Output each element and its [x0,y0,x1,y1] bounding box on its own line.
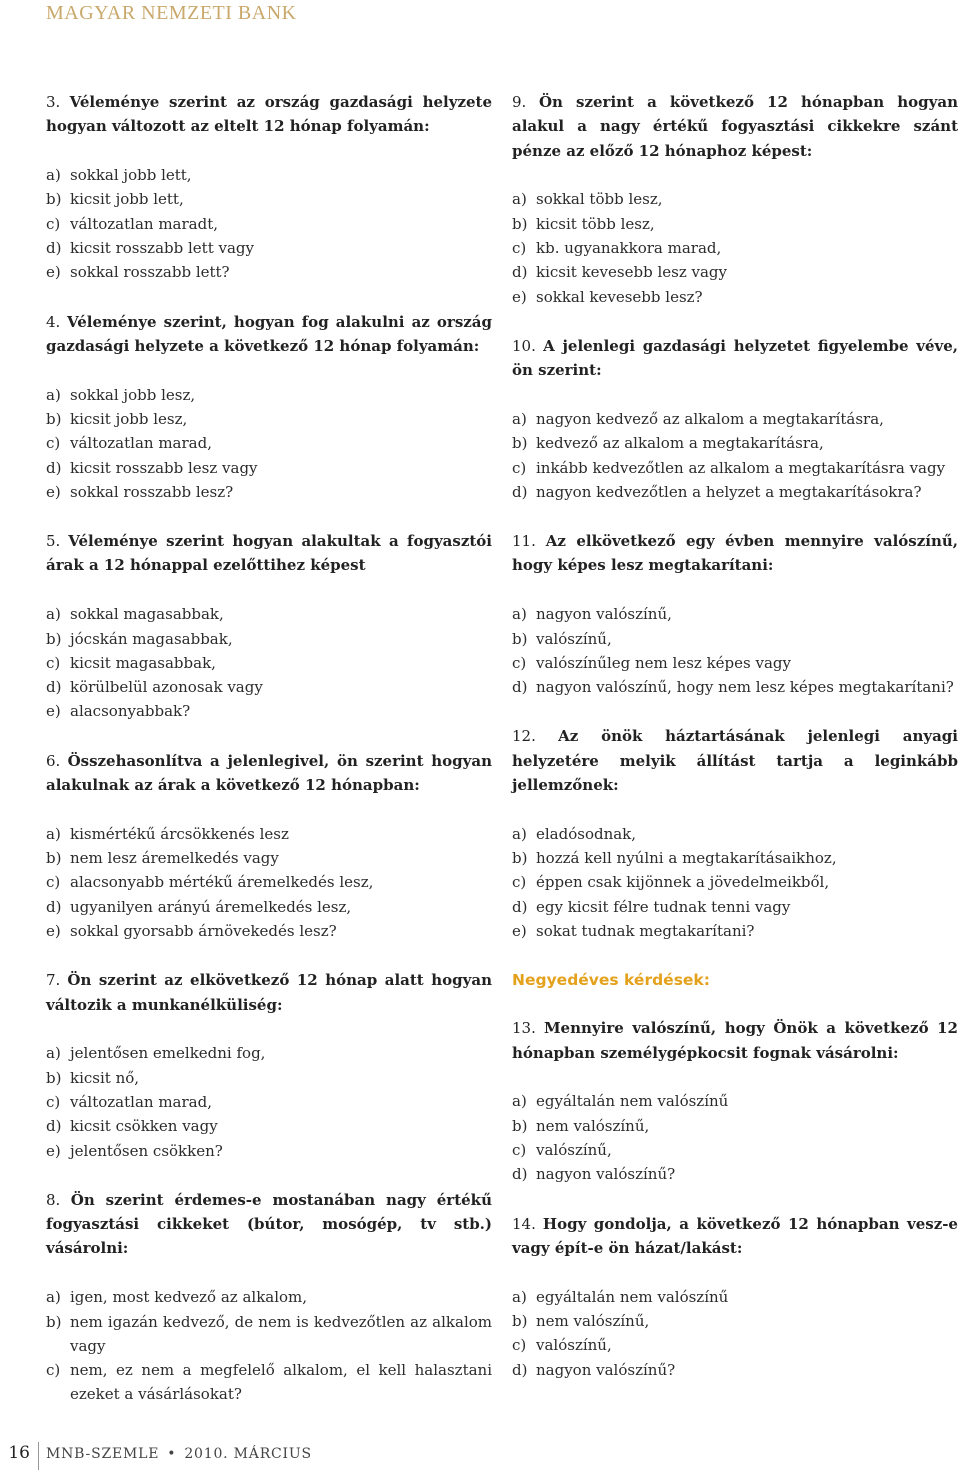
option-text: inkább kedvezőtlen az alkalom a megtakarításra vagy [536,458,946,477]
answer-list [46,1285,492,1406]
question-number: 5. [46,532,61,551]
question-body: Ön szerint érdemes-e mostanában nagy értékű fogyasztási cikkeket (bútor, mosógép, tv stb.) vásárolni: [46,1190,492,1258]
option-letter: e) [512,287,527,306]
option-letter: d) [46,458,62,477]
question-body: Véleménye szerint, hogyan fog alakulni az ország gazdasági helyzete a következő 12 hónap folyamán: [46,312,492,355]
answer-option [46,383,492,407]
option-text: kicsit több lesz, [536,214,655,233]
answer-option [46,407,492,431]
option-text: változatlan marad, [70,434,212,453]
right-column [512,90,958,1382]
answer-option [512,1358,958,1382]
answer-option [46,919,492,943]
option-text: sokat tudnak megtakarítani? [536,922,755,941]
option-text: eladósodnak, [536,824,637,843]
question-body: Ön szerint az elkövetkező 12 hónap alatt hogyan változik a munkanélküliség: [46,971,492,1014]
question-text [512,334,958,383]
answer-option [512,602,958,626]
answer-option [512,627,958,651]
option-letter: c) [46,214,61,233]
option-text: nagyon kedvező az alkalom a megtakarításra, [536,409,884,428]
option-text: egy kicsit félre tudnak tenni vagy [536,897,791,916]
answer-list [512,407,958,504]
question-body: Összehasonlítva a jelenlegivel, ön szerint hogyan alakulnak az árak a következő 12 hónapban: [46,751,492,795]
option-letter: e) [46,922,61,941]
answer-option [46,699,492,723]
option-text: valószínű, [536,629,612,648]
question-number: 11. [512,532,536,551]
answer-option [46,236,492,260]
question-number: 10. [512,336,536,355]
option-text: sokkal magasabbak, [70,605,224,624]
question-number: 12. [512,727,536,746]
question-number: 4. [46,312,61,331]
answer-option [512,1114,958,1138]
option-text: jelentősen csökken? [70,1141,223,1160]
option-letter: c) [46,1361,61,1380]
option-letter: b) [512,1116,528,1135]
answer-option [512,431,958,455]
question-number: 14. [512,1214,536,1233]
option-letter: b) [512,849,528,868]
journal-issue [46,1446,312,1462]
question-body: Ön szerint a következő 12 hónapban hogyan alakul a nagy értékű fogyasztási cikkekre szánt pénze az előző 12 hónaphoz képest: [512,93,958,160]
answer-option [512,919,958,943]
option-letter: d) [512,678,528,697]
question-text [512,1212,958,1261]
question-text [512,1016,958,1065]
option-letter: e) [46,263,61,282]
option-letter: e) [46,482,61,501]
option-text: nagyon valószínű? [536,1165,676,1184]
question-number: 8. [46,1190,61,1209]
option-letter: b) [512,434,528,453]
question-text [46,968,492,1017]
option-text: alacsonyabb mértékű áremelkedés lesz, [70,873,374,892]
answer-option [46,1285,492,1309]
issue-date: 2010. MÁRCIUS [184,1446,312,1462]
option-text: sokkal rosszabb lett? [70,263,230,282]
option-letter: c) [512,238,527,257]
section-heading: Negyedéves kérdések: [512,971,710,990]
option-text: sokkal gyorsabb árnövekedés lesz? [70,922,337,941]
answer-list [512,602,958,699]
option-letter: a) [512,190,527,209]
answer-list [512,1285,958,1382]
question-8 [46,1188,492,1407]
question-body: Véleménye szerint hogyan alakultak a fogyasztói árak a 12 hónappal ezelőttihez képest [46,532,492,575]
answer-option [46,260,492,284]
answer-option [46,846,492,870]
option-text: kicsit kevesebb lesz vagy [536,263,727,282]
option-text: egyáltalán nem valószínű [536,1287,729,1306]
option-text: kismértékű árcsökkenés lesz [70,824,289,843]
option-letter: c) [46,873,61,892]
option-letter: c) [46,1093,61,1111]
question-3 [46,90,492,285]
option-letter: d) [512,897,528,916]
question-14 [512,1212,958,1382]
option-letter: b) [46,849,62,868]
question-number: 3. [46,93,61,111]
option-text: nem valószínű, [536,1311,650,1330]
option-text: egyáltalán nem valószínű [536,1092,729,1111]
answer-option [46,870,492,894]
option-text: sokkal kevesebb lesz? [536,287,703,306]
question-7 [46,968,492,1163]
question-body: Hogy gondolja, a következő 12 hónapban vesz-e vagy épít-e ön házat/lakást: [512,1214,958,1257]
answer-option [512,1138,958,1162]
option-letter: a) [512,605,527,624]
option-text: nem igazán kedvező, de nem is kedvezőtlen az alkalom vagy [70,1312,492,1355]
question-text [46,310,492,359]
answer-list [512,1089,958,1186]
answer-option [512,285,958,309]
answer-option [46,480,492,504]
option-text: valószínű, [536,1336,612,1355]
answer-option [512,187,958,211]
option-letter: d) [512,263,528,282]
question-number: 13. [512,1019,536,1038]
option-letter: b) [46,1068,62,1087]
option-letter: b) [46,1312,62,1331]
option-text: kedvező az alkalom a megtakarításra, [536,434,824,453]
option-letter: c) [512,653,527,672]
page-footer [0,1443,960,1470]
question-text [46,1188,492,1261]
option-letter: c) [512,458,527,477]
option-letter: d) [512,1165,528,1184]
answer-option [46,1041,492,1065]
answer-option [46,163,492,187]
option-letter: d) [512,1360,528,1379]
answer-option [512,260,958,284]
option-text: változatlan marad, [70,1093,212,1111]
question-body: Az önök háztartásának jelenlegi anyagi helyzetére melyik állítást tartja a leginkább jellemzőnek: [512,727,958,795]
question-5 [46,529,492,724]
option-text: igen, most kedvező az alkalom, [70,1288,308,1307]
option-text: jócskán magasabbak, [70,629,233,648]
answer-option [46,456,492,480]
question-6 [46,749,492,944]
option-letter: b) [512,214,528,233]
option-letter: b) [512,1311,528,1330]
option-text: nagyon valószínű, [536,605,672,624]
answer-option [46,651,492,675]
option-text: kicsit rosszabb lesz vagy [70,458,258,477]
option-letter: c) [512,1141,527,1159]
option-letter: d) [46,897,62,916]
option-text: körülbelül azonosak vagy [70,678,263,697]
answer-list [512,822,958,943]
question-9 [512,90,958,309]
answer-option [512,407,958,431]
option-letter: e) [512,922,527,941]
question-10 [512,334,958,504]
option-text: sokkal jobb lett, [70,166,192,185]
footer-divider [38,1442,39,1470]
answer-option [46,675,492,699]
answer-option [512,1285,958,1309]
option-text: sokkal jobb lesz, [70,385,196,404]
option-text: nagyon kedvezőtlen a helyzet a megtakarításokra? [536,482,922,501]
answer-option [512,236,958,260]
option-letter: d) [46,1117,62,1136]
answer-list [46,1041,492,1162]
question-number: 7. [46,971,61,990]
answer-list [46,383,492,504]
answer-option [46,212,492,236]
option-letter: c) [512,873,527,892]
running-header: MAGYAR NEMZETI BANK [46,2,297,24]
question-body: Az elkövetkező egy évben mennyire valószínű, hogy képes lesz megtakarítani: [512,532,958,575]
question-text [46,749,492,798]
option-text: kicsit rosszabb lett vagy [70,238,254,257]
option-letter: c) [512,1336,527,1355]
option-letter: c) [46,653,61,672]
option-letter: b) [512,629,528,648]
option-letter: a) [512,409,527,428]
answer-option [46,895,492,919]
question-body: A jelenlegi gazdasági helyzetet figyelembe véve, ön szerint: [512,336,958,380]
question-text [512,529,958,578]
answer-option [46,1310,492,1359]
option-letter: a) [46,1288,61,1307]
option-text: éppen csak kijönnek a jövedelmeikből, [536,873,830,892]
question-4 [46,310,492,505]
option-text: sokkal rosszabb lesz? [70,482,234,501]
option-letter: a) [46,166,61,185]
option-letter: b) [46,190,62,209]
answer-option [46,602,492,626]
option-letter: a) [46,605,61,624]
option-letter: e) [46,1141,61,1160]
option-letter: a) [46,1044,61,1063]
option-text: sokkal több lesz, [536,190,663,209]
option-text: kb. ugyanakkora marad, [536,238,722,257]
answer-option [512,1162,958,1186]
answer-option [512,822,958,846]
answer-list [46,163,492,284]
option-letter: a) [512,1092,527,1111]
option-letter: a) [46,824,61,843]
answer-option [46,1090,492,1114]
answer-option [512,895,958,919]
question-13 [512,1016,958,1186]
option-text: ugyanilyen arányú áremelkedés lesz, [70,897,352,916]
page-number: 16 [8,1443,30,1463]
question-text [46,529,492,578]
bullet-separator: • [167,1446,177,1462]
option-letter: d) [46,678,62,697]
option-text: kicsit jobb lesz, [70,409,188,428]
answer-option [512,846,958,870]
answer-option [512,1333,958,1357]
option-text: nem lesz áremelkedés vagy [70,849,279,868]
answer-option [46,431,492,455]
left-column [46,90,492,1407]
answer-option [512,651,958,675]
answer-option [46,627,492,651]
question-text [512,724,958,797]
answer-option [46,1139,492,1163]
option-text: kicsit csökken vagy [70,1117,218,1136]
option-letter: b) [46,409,62,428]
option-text: kicsit magasabbak, [70,653,216,672]
answer-option [512,456,958,480]
answer-option [46,1358,492,1407]
journal-name: MNB-SZEMLE [46,1446,160,1462]
option-text: valószínű, [536,1141,612,1159]
question-11 [512,529,958,699]
option-text: nem valószínű, [536,1116,650,1135]
answer-list [46,822,492,943]
option-letter: b) [46,629,62,648]
question-12 [512,724,958,943]
option-letter: c) [46,434,61,453]
answer-option [512,480,958,504]
question-number: 9. [512,93,527,111]
question-text [46,90,492,139]
answer-option [46,187,492,211]
option-letter: d) [46,238,62,257]
answer-option [512,212,958,236]
option-text: jelentősen emelkedni fog, [70,1044,266,1063]
option-letter: a) [512,1287,527,1306]
option-text: nagyon valószínű? [536,1360,676,1379]
option-text: alacsonyabbak? [70,702,191,721]
answer-option [46,1114,492,1138]
question-body: Mennyire valószínű, hogy Önök a következő 12 hónapban személygépkocsit fognak vásárolni: [512,1019,958,1062]
option-text: hozzá kell nyúlni a megtakarításaikhoz, [536,849,837,868]
option-letter: a) [512,824,527,843]
answer-option [512,675,958,699]
answer-option [512,870,958,894]
option-letter: d) [512,482,528,501]
option-letter: a) [46,385,61,404]
option-text: változatlan maradt, [70,214,218,233]
answer-list [512,187,958,308]
option-text: valószínűleg nem lesz képes vagy [536,653,791,672]
option-text: nem, ez nem a megfelelő alkalom, el kell halasztani ezeket a vásárlásokat? [70,1361,492,1404]
option-text: kicsit jobb lett, [70,190,184,209]
answer-option [46,822,492,846]
question-body: Véleménye szerint az ország gazdasági helyzete hogyan változott az eltelt 12 hónap folyamán: [46,93,492,136]
answer-option [46,1066,492,1090]
question-number: 6. [46,751,61,770]
answer-list [46,602,492,723]
answer-option [512,1089,958,1113]
option-text: kicsit nő, [70,1068,140,1087]
option-text: nagyon valószínű, hogy nem lesz képes megtakarítani? [536,678,954,697]
question-text [512,90,958,163]
answer-option [512,1309,958,1333]
option-letter: e) [46,702,61,721]
